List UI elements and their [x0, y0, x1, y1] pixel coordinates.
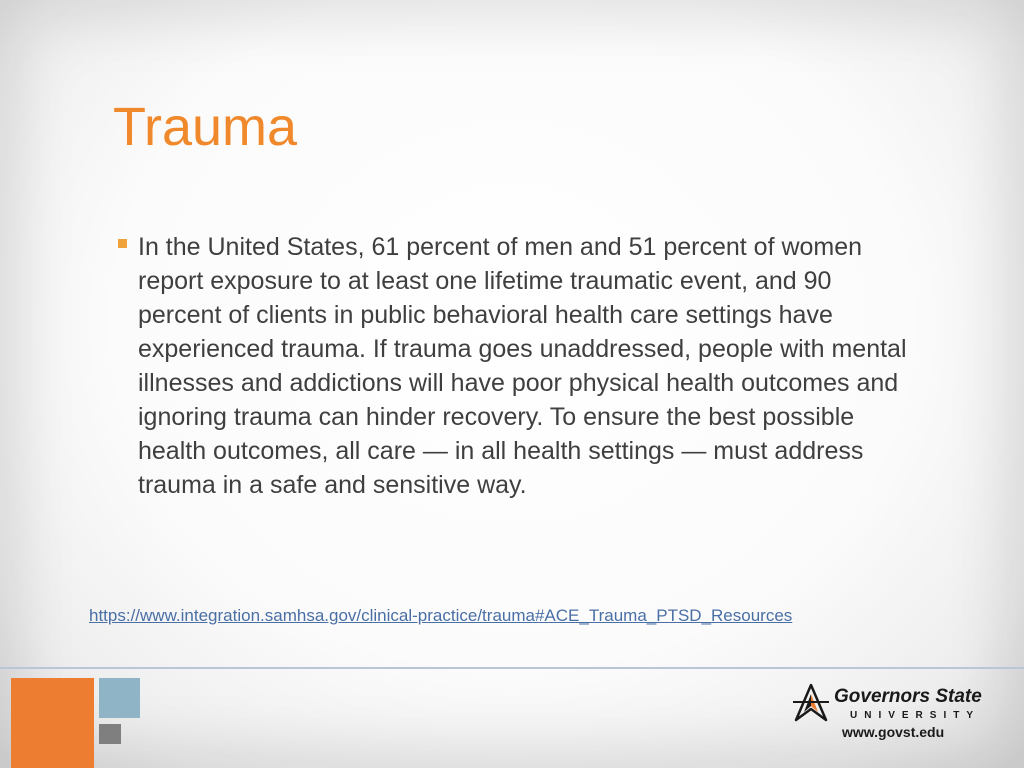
bullet-list	[118, 230, 918, 502]
decor-square-gray	[99, 724, 121, 744]
footer-divider	[0, 667, 1024, 669]
decor-square-blue	[99, 678, 140, 718]
logo-url: www.govst.edu	[842, 724, 945, 740]
slide-title: Trauma	[113, 97, 298, 157]
bullet-text: In the United States, 61 percent of men and 51 percent of women report exposure to at least one lifetime traumatic event, and 90 percent of clients in public behavioral health care settings have experienced trauma. If trauma goes unaddressed, people with mental illnesses and addictions will have poor physical health outcomes and ignoring trauma can hinder recovery. To ensure the best possible health outcomes, all care — in all health settings — must address trauma in a safe and sensitive way.	[138, 233, 907, 499]
source-link[interactable]: https://www.integration.samhsa.gov/clinical-practice/trauma#ACE_Trauma_PTSD_Resources	[89, 606, 793, 625]
square-bullet-icon	[118, 239, 127, 248]
decor-square-orange	[11, 678, 94, 768]
bullet-item	[118, 230, 918, 502]
logo-name: Governors State	[834, 686, 982, 707]
logo-subtitle: UNIVERSITY	[850, 710, 981, 721]
university-logo	[788, 680, 988, 750]
gsu-compass-logo-icon	[790, 682, 832, 724]
